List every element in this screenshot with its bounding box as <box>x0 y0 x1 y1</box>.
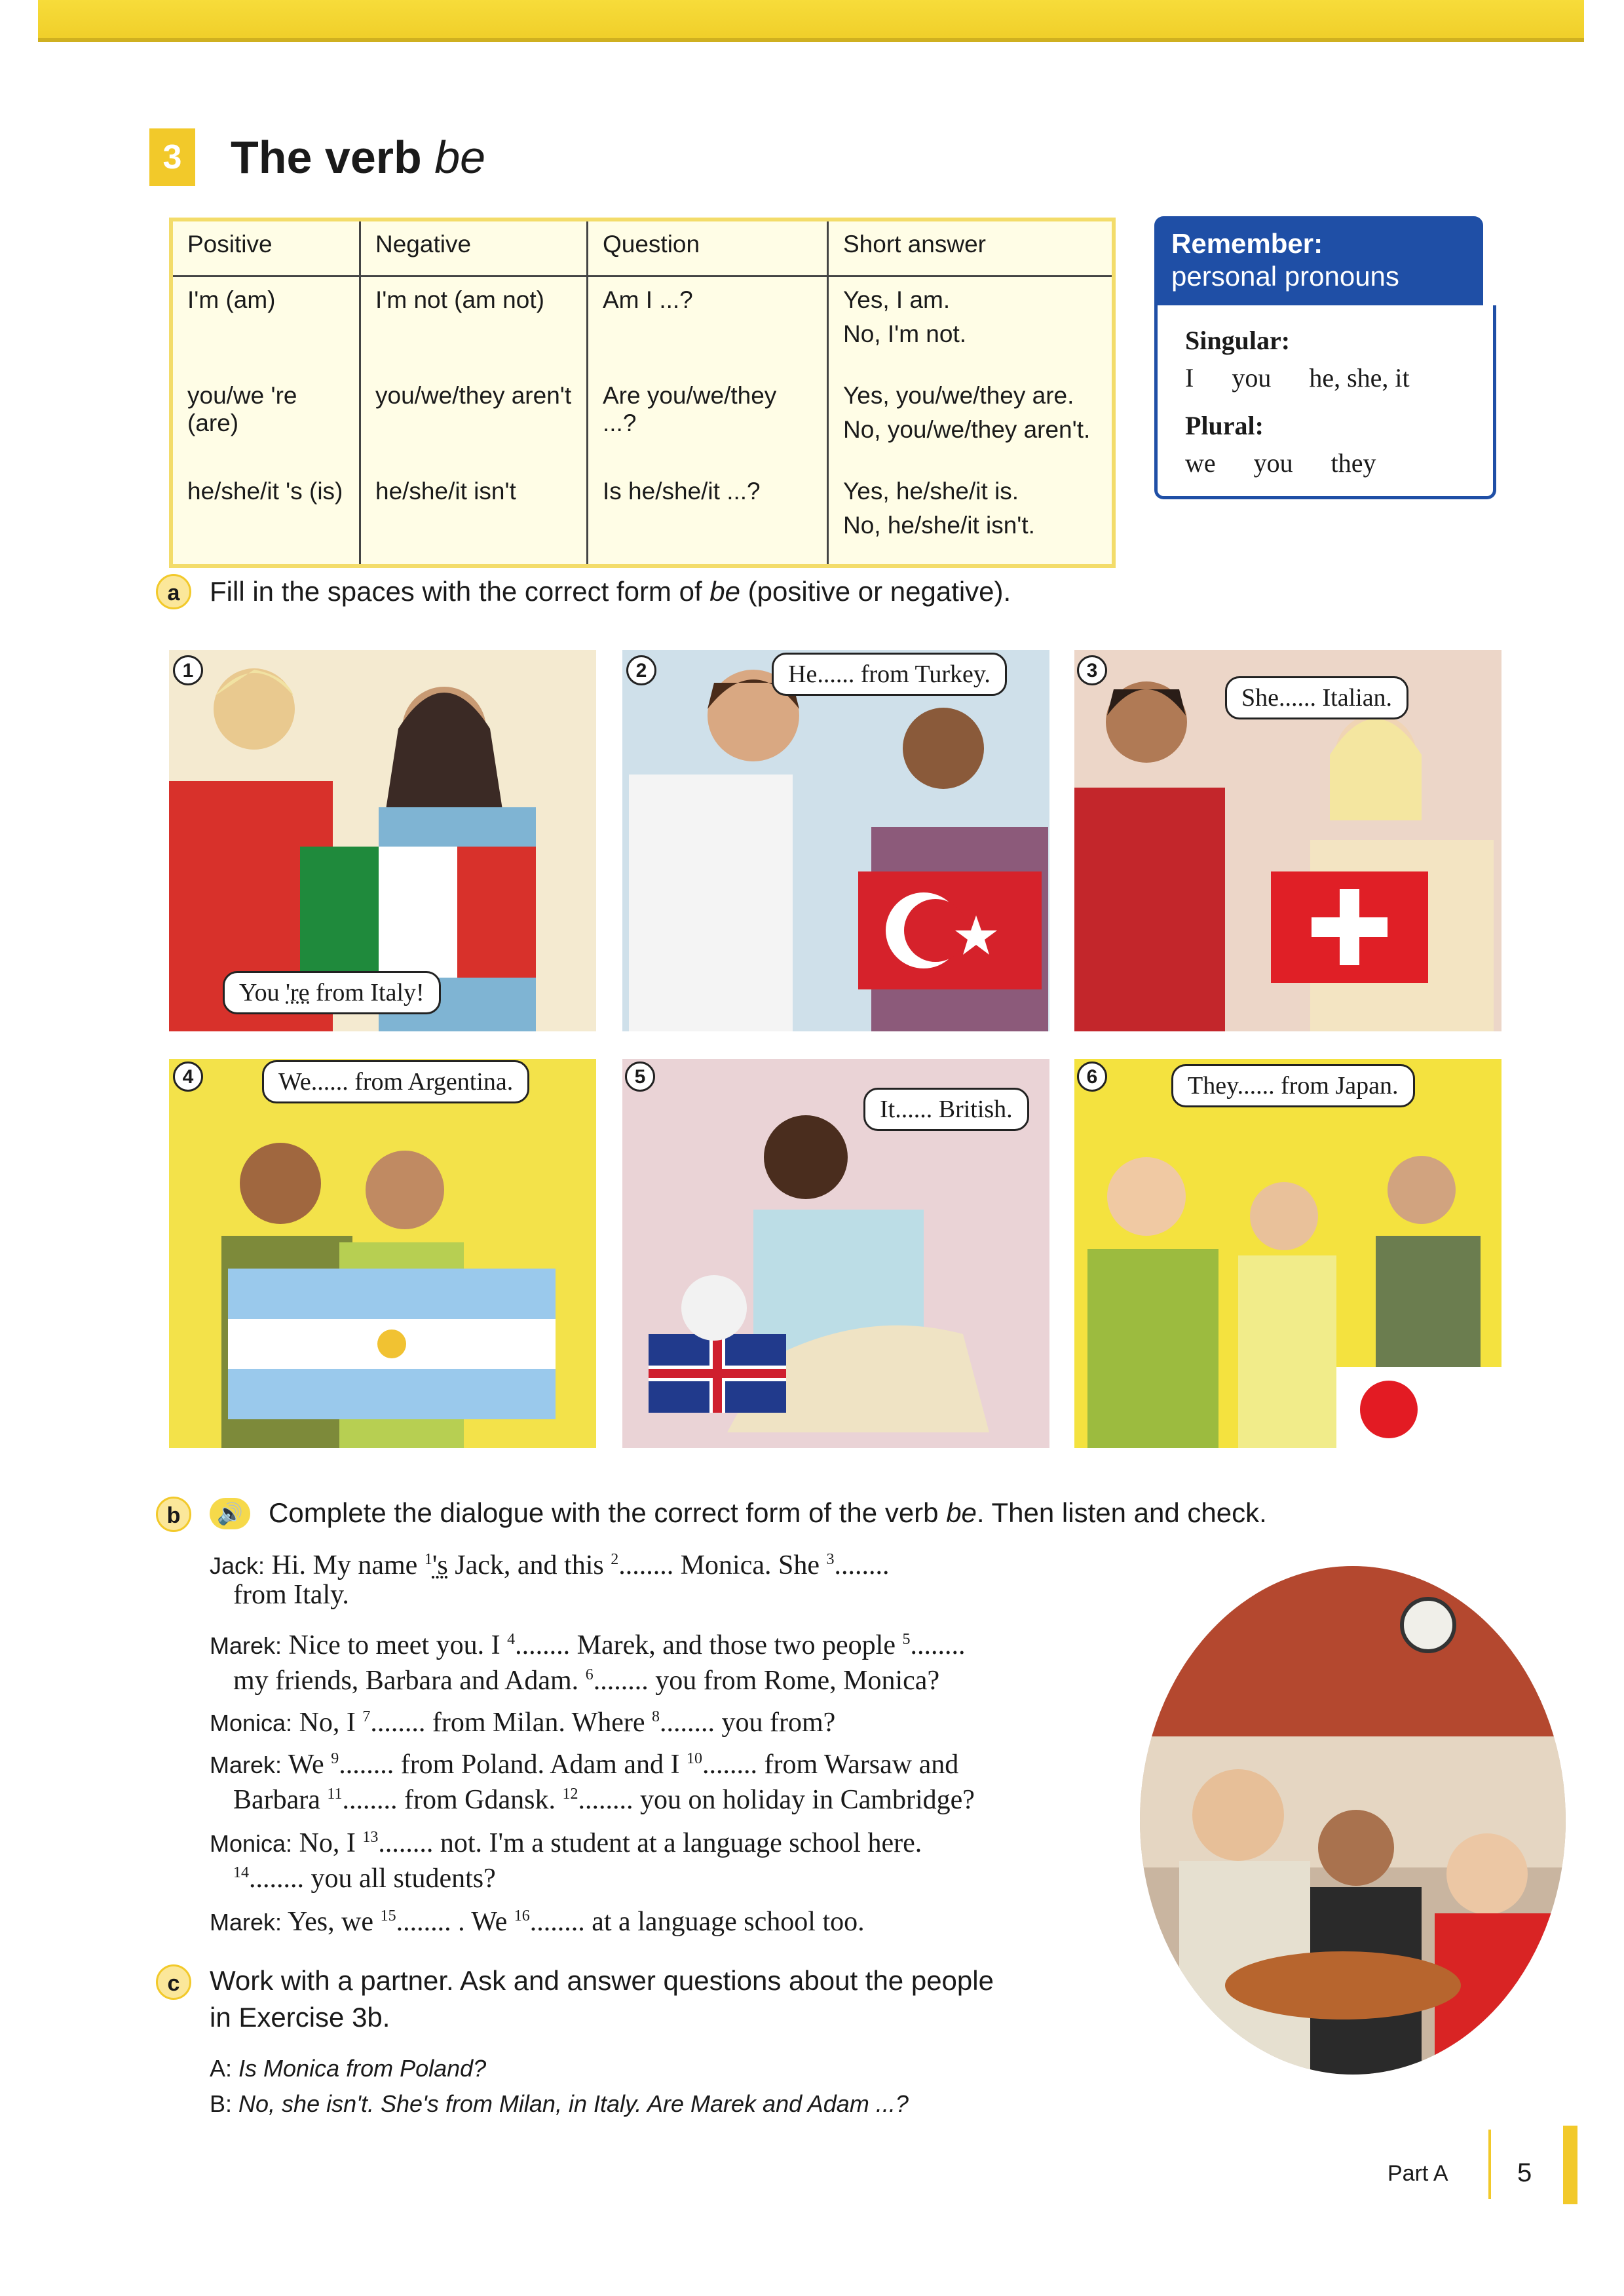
footer-divider <box>1488 2130 1491 2199</box>
header-negative: Negative <box>360 220 588 277</box>
table-row <box>171 277 1114 373</box>
cell-short-answer: Yes, I am. No, I'm not. <box>828 277 1114 373</box>
table-row <box>171 469 1114 566</box>
cell-negative: he/she/it isn't <box>360 469 588 566</box>
exercise-a-instruction: Fill in the spaces with the correct form of be (positive or negative). <box>210 576 1011 607</box>
example-a: A: Is Monica from Poland? <box>210 2055 487 2082</box>
picture-panel-2 <box>622 650 1049 1031</box>
exercise-b-letter: b <box>156 1497 191 1532</box>
remember-body <box>1154 305 1496 499</box>
dialogue-line: from Italy. <box>233 1580 349 1610</box>
cell-question: Am I ...? <box>588 277 828 373</box>
panel-number: 4 <box>173 1062 203 1092</box>
exercise-c-instruction-line-2: in Exercise 3b. <box>210 2002 390 2033</box>
singular-label: Singular: <box>1185 326 1291 355</box>
section-number: 3 <box>149 128 195 186</box>
dialogue-line: Barbara $^{11}$........ from Gdansk. $^{12}$........ you on holiday in Cambridge? <box>233 1785 975 1815</box>
speech-bubble: He...... from Turkey. <box>772 653 1007 696</box>
speech-bubble: It...... British. <box>863 1088 1029 1131</box>
panel-number: 5 <box>625 1062 655 1092</box>
exercise-c-instruction-line-1: Work with a partner. Ask and answer questions about the people <box>210 1965 994 1996</box>
panel-number: 6 <box>1077 1062 1107 1092</box>
dialogue-line: Jack: Hi. My name $^1$'s Jack, and this $^2$........ Monica. She $^3$........ <box>210 1550 890 1580</box>
plural-pronouns: we you they <box>1185 448 1376 478</box>
dialogue-line: my friends, Barbara and Adam. $^6$........ you from Rome, Monica? <box>233 1666 940 1696</box>
example-b: B: No, she isn't. She's from Milan, in Italy. Are Marek and Adam ...? <box>210 2090 909 2117</box>
dialogue-line: Monica: No, I $^{13}$........ not. I'm a student at a language school here. <box>210 1828 922 1858</box>
cell-positive: he/she/it 's (is) <box>187 478 343 505</box>
header-question: Question <box>588 220 828 277</box>
dialogue-line: Monica: No, I $^7$........ from Milan. Where $^8$........ you from? <box>210 1708 836 1738</box>
picture-panel-3 <box>1074 650 1501 1031</box>
cell-short-answer: Yes, he/she/it is. No, he/she/it isn't. <box>828 469 1114 566</box>
argentina-flag-illustration <box>169 1059 596 1448</box>
footer-color-bar <box>1563 2126 1577 2204</box>
speech-bubble: We...... from Argentina. <box>262 1060 529 1103</box>
dialogue-line: Marek: Nice to meet you. I $^4$........ Marek, and those two people $^5$........ <box>210 1630 966 1660</box>
turkey-flag-illustration <box>622 650 1049 1031</box>
panel-number: 3 <box>1077 655 1107 685</box>
cell-negative: I'm not (am not) <box>360 277 588 373</box>
panel-number: 2 <box>626 655 656 685</box>
cell-positive: I'm (am) <box>187 286 276 313</box>
remember-title: Remember: <box>1171 228 1323 259</box>
students-cafe-photo <box>1140 1566 1566 2075</box>
speech-bubble: You 're from Italy! <box>223 971 441 1014</box>
plural-label: Plural: <box>1185 411 1264 440</box>
header-short-answer: Short answer <box>828 220 1114 277</box>
cell-question: Is he/she/it ...? <box>588 469 828 566</box>
cafe-photo <box>1140 1566 1566 2075</box>
page-number: 5 <box>1517 2158 1532 2187</box>
remember-subtitle: personal pronouns <box>1171 261 1399 292</box>
grammar-table <box>169 218 1116 568</box>
picture-panel-4 <box>169 1059 596 1448</box>
japan-flag-illustration <box>1074 1059 1501 1448</box>
exercise-a-letter: a <box>156 574 191 609</box>
singular-pronouns: I you he, she, it <box>1185 363 1410 392</box>
grammar-table-header <box>171 220 1114 277</box>
remember-header <box>1154 216 1483 305</box>
dialogue-line: Marek: Yes, we $^{15}$........ . We $^{16}$........ at a language school too. <box>210 1907 865 1937</box>
exercise-c-letter: c <box>156 1964 191 2000</box>
cell-question: Are you/we/they ...? <box>588 373 828 469</box>
dialogue-line: $^{14}$........ you all students? <box>233 1864 496 1894</box>
panel-number: 1 <box>173 655 203 685</box>
footer-part-label: Part A <box>1388 2161 1448 2186</box>
audio-icon[interactable]: 🔊 <box>210 1498 250 1529</box>
table-row <box>171 373 1114 469</box>
header-positive: Positive <box>171 220 360 277</box>
top-color-bar <box>38 0 1584 42</box>
speech-bubble: She...... Italian. <box>1225 676 1408 719</box>
speech-bubble: They...... from Japan. <box>1171 1064 1415 1107</box>
section-title: The verb be <box>231 132 486 183</box>
cell-short-answer: Yes, you/we/they are. No, you/we/they aren't. <box>828 373 1114 469</box>
picture-panel-6 <box>1074 1059 1501 1448</box>
dialogue-line: Marek: We $^9$........ from Poland. Adam and I $^{10}$........ from Warsaw and <box>210 1750 959 1780</box>
exercise-b-instruction: Complete the dialogue with the correct form of the verb be. Then listen and check. <box>269 1497 1267 1528</box>
cell-negative: you/we/they aren't <box>360 373 588 469</box>
remember-box <box>1154 216 1496 499</box>
cell-positive: you/we 're (are) <box>187 382 297 436</box>
picture-panel-1 <box>169 650 596 1031</box>
picture-panel-5 <box>622 1059 1049 1448</box>
